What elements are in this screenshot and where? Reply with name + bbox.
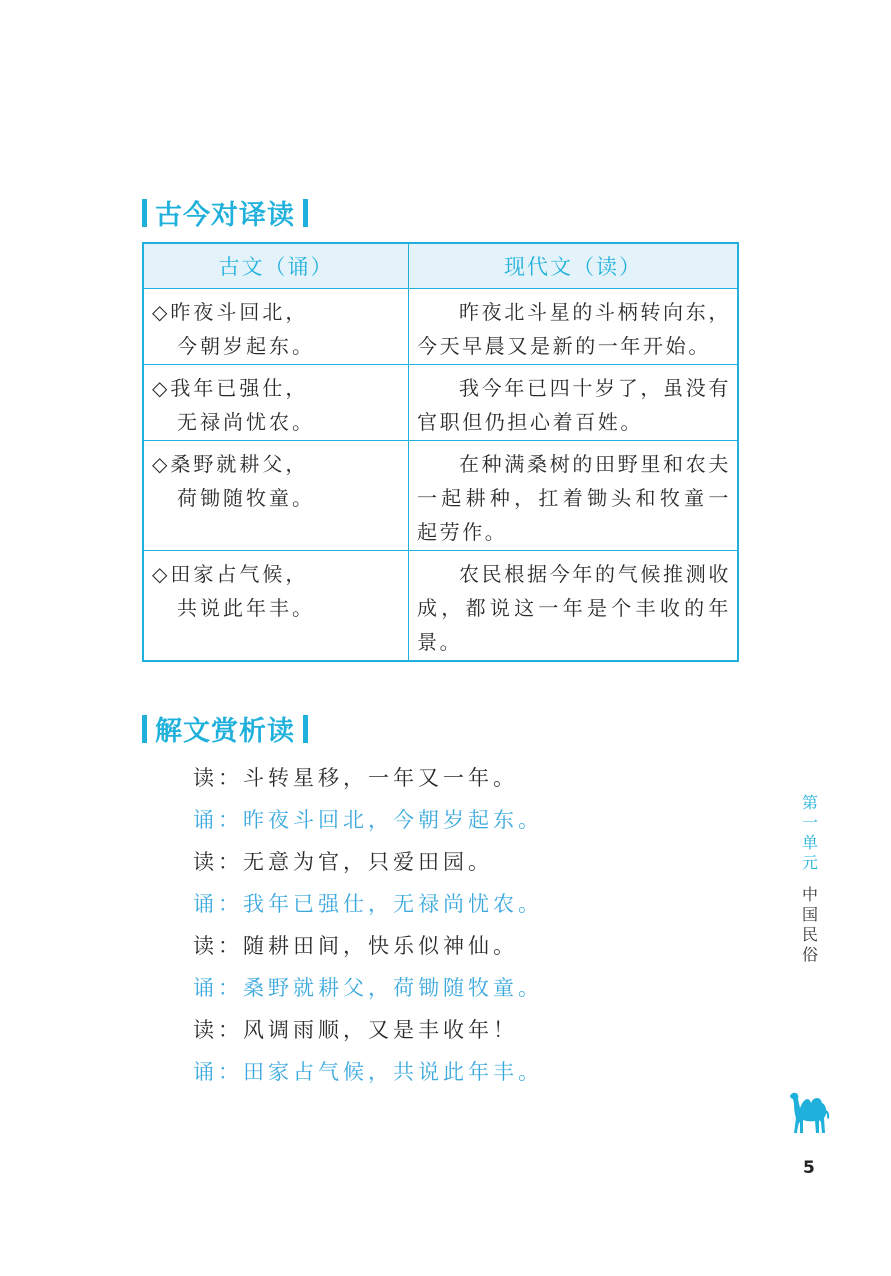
unit-label: 第一单元 bbox=[801, 793, 818, 872]
recite-line: 诵：桑野就耕父，荷锄随牧童。 bbox=[193, 976, 543, 1000]
title-bar-right bbox=[303, 199, 308, 227]
read-line: 读：风调雨顺，又是丰收年！ bbox=[193, 1018, 518, 1042]
table-row bbox=[143, 289, 738, 365]
reading-lines bbox=[193, 759, 543, 1095]
recite-line: 诵：我年已强仕，无禄尚忧农。 bbox=[193, 892, 543, 916]
ancient-line: ◇田家占气候， bbox=[152, 562, 309, 586]
modern-cell: 在种满桑树的田野里和农夫一起耕种，扛着锄头和牧童一起劳作。 bbox=[409, 441, 739, 551]
ancient-cell bbox=[143, 289, 409, 365]
title-bar-right bbox=[303, 715, 308, 743]
section-title-translation bbox=[142, 193, 308, 232]
ancient-line: ◇昨夜斗回北， bbox=[152, 300, 309, 324]
title-bar-left bbox=[142, 199, 147, 227]
ancient-line: 荷锄随牧童。 bbox=[177, 486, 315, 510]
read-line: 读：随耕田间，快乐似神仙。 bbox=[193, 934, 518, 958]
table-row bbox=[143, 365, 738, 441]
modern-cell: 我今年已四十岁了，虽没有官职但仍担心着百姓。 bbox=[409, 365, 739, 441]
recite-line: 诵：昨夜斗回北，今朝岁起东。 bbox=[193, 808, 543, 832]
title-bar-left bbox=[142, 715, 147, 743]
table-row bbox=[143, 551, 738, 662]
modern-cell: 昨夜北斗星的斗柄转向东，今天早晨又是新的一年开始。 bbox=[409, 289, 739, 365]
table-row bbox=[143, 441, 738, 551]
page-number: 5 bbox=[803, 1158, 815, 1178]
ancient-cell bbox=[143, 441, 409, 551]
recite-line: 诵：田家占气候，共说此年丰。 bbox=[193, 1060, 543, 1084]
section-title-appreciation bbox=[142, 709, 308, 748]
modern-cell: 农民根据今年的气候推测收成，都说这一年是个丰收的年景。 bbox=[409, 551, 739, 662]
header-ancient: 古文（诵） bbox=[143, 243, 409, 289]
camel-icon bbox=[788, 1086, 832, 1136]
section-title-text: 解文赏析读 bbox=[155, 716, 295, 747]
ancient-line: 无禄尚忧农。 bbox=[177, 410, 315, 434]
unit-side-label bbox=[800, 793, 820, 965]
header-modern: 现代文（读） bbox=[409, 243, 739, 289]
ancient-cell bbox=[143, 551, 409, 662]
ancient-cell bbox=[143, 365, 409, 441]
translation-table bbox=[142, 242, 739, 662]
read-line: 读：斗转星移，一年又一年。 bbox=[193, 766, 518, 790]
ancient-line: ◇桑野就耕父， bbox=[152, 452, 309, 476]
ancient-line: 今朝岁起东。 bbox=[177, 334, 315, 358]
ancient-line: 共说此年丰。 bbox=[177, 596, 315, 620]
section-title-text: 古今对译读 bbox=[155, 200, 295, 231]
ancient-line: ◇我年已强仕， bbox=[152, 376, 309, 400]
read-line: 读：无意为官，只爱田园。 bbox=[193, 850, 493, 874]
topic-label: 中国民俗 bbox=[801, 885, 818, 964]
